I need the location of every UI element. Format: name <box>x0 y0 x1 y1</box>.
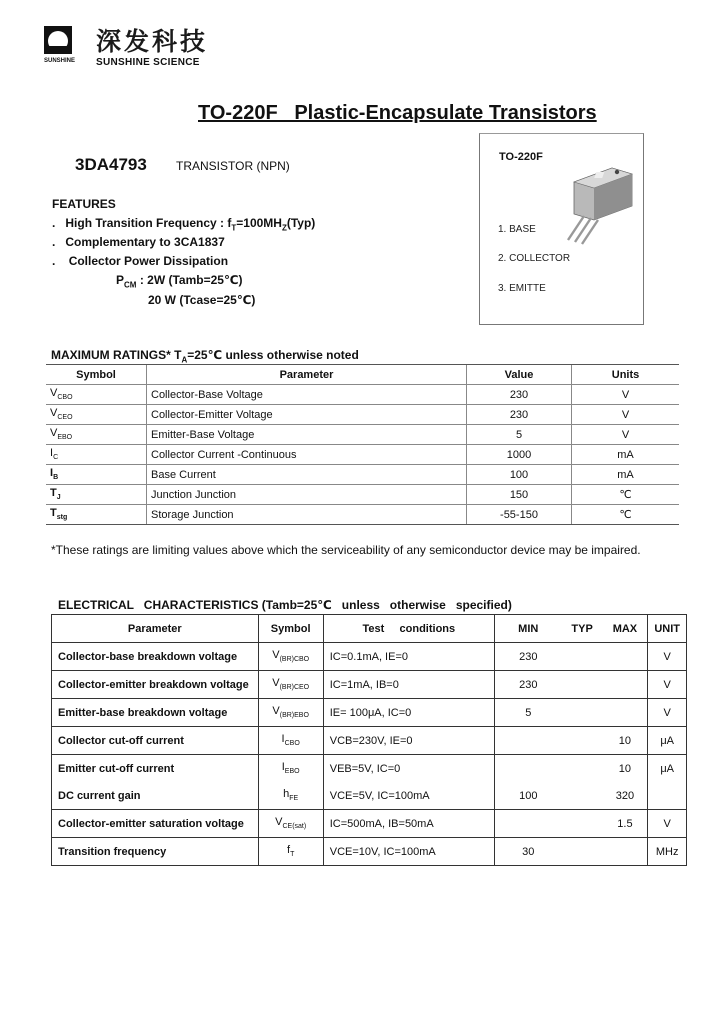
electrical-heading: ELECTRICAL CHARACTERISTICS (Tamb=25℃ unless otherwise specified) <box>58 598 512 612</box>
unit-cell: V <box>648 671 687 699</box>
table-row <box>52 727 687 755</box>
max-cell <box>603 643 648 671</box>
condition-cell: VCB=230V, IE=0 <box>323 727 494 755</box>
table-row <box>52 810 687 838</box>
condition-cell: IC=500mA, IB=50mA <box>323 810 494 838</box>
parameter-cell: Base Current <box>147 465 467 485</box>
parameter-cell: Collector-base breakdown voltage <box>52 643 259 671</box>
min-cell: 230 <box>494 643 561 671</box>
pcm-rating-2: 20 W (Tcase=25℃) <box>148 293 256 307</box>
table-header-row <box>52 615 687 643</box>
symbol-cell: $V_{CBO}$ <box>46 385 147 405</box>
col-header: Symbol <box>46 365 147 385</box>
min-cell <box>494 755 561 783</box>
table-row <box>52 643 687 671</box>
condition-cell: IC=1mA, IB=0 <box>323 671 494 699</box>
part-number: 3DA4793 <box>75 155 147 174</box>
feature-item: . Complementary to 3CA1837 <box>52 235 225 249</box>
unit-cell: V <box>648 643 687 671</box>
brand-chinese: 深发科技 <box>96 28 209 56</box>
col-header: Parameter <box>147 365 467 385</box>
parameter-cell: Collector Current -Continuous <box>147 445 467 465</box>
col-header: MAX <box>603 615 648 643</box>
value-cell: 150 <box>467 485 572 505</box>
page-title: TO-220F Plastic-Encapsulate Transistors <box>198 102 597 124</box>
feature-item: . Collector Power Dissipation <box>52 254 229 268</box>
col-header: Symbol <box>258 615 323 643</box>
pin-2-label: 2. COLLECTOR <box>498 253 571 264</box>
symbol-cell: $I_B$ <box>46 465 147 485</box>
table-header-row <box>46 365 679 385</box>
parameter-cell: Storage Junction <box>147 505 467 525</box>
condition-cell: VCE=10V, IC=100mA <box>323 838 494 866</box>
pcm-rating-1: $P_{CM}$ : 2W (Tamb=25℃) <box>116 273 243 290</box>
parameter-cell: Collector-Emitter Voltage <box>147 405 467 425</box>
unit-cell <box>648 782 687 810</box>
pin-1-label: 1. BASE <box>498 224 536 235</box>
symbol-cell: $I_C$ <box>46 445 147 465</box>
unit-cell: V <box>648 699 687 727</box>
col-header: Test conditions <box>323 615 494 643</box>
symbol-cell: $V_{CEO}$ <box>46 405 147 425</box>
max-ratings-heading: MAXIMUM RATINGS* $T_A=25℃$ unless otherwise noted <box>51 348 359 365</box>
value-cell: 230 <box>467 385 572 405</box>
table-row <box>46 485 679 505</box>
symbol-cell: $V_{CE(sat)}$ <box>258 810 323 838</box>
condition-cell: VEB=5V, IC=0 <box>323 755 494 783</box>
table-row <box>52 838 687 866</box>
max-cell: 320 <box>603 782 648 810</box>
table-row <box>46 405 679 425</box>
unit-cell: V <box>572 385 680 405</box>
package-title: TO-220F <box>499 151 543 163</box>
table-row <box>46 465 679 485</box>
parameter-cell: Junction Junction <box>147 485 467 505</box>
typ-cell <box>562 727 603 755</box>
features-heading: FEATURES <box>52 197 116 211</box>
table-row <box>46 425 679 445</box>
table-row <box>52 755 687 783</box>
table-row <box>52 782 687 810</box>
feature-item: . High Transition Frequency : $f_T=100MH_Z(Typ)$ <box>52 216 316 233</box>
max-cell <box>603 699 648 727</box>
condition-cell: IE= 100μA, IC=0 <box>323 699 494 727</box>
value-cell: 100 <box>467 465 572 485</box>
symbol-cell: $V_{(BR)EBO}$ <box>258 699 323 727</box>
min-cell: 100 <box>494 782 561 810</box>
unit-cell: V <box>572 425 680 445</box>
max-cell <box>603 838 648 866</box>
symbol-cell: $I_{EBO}$ <box>258 755 323 783</box>
symbol-cell: $V_{EBO}$ <box>46 425 147 445</box>
logo-sun-icon <box>44 26 72 54</box>
col-header: Value <box>467 365 572 385</box>
min-cell: 30 <box>494 838 561 866</box>
value-cell: -55-150 <box>467 505 572 525</box>
part-type: TRANSISTOR (NPN) <box>176 159 290 173</box>
typ-cell <box>562 643 603 671</box>
brand-small: SUNSHINE <box>44 58 76 64</box>
table-row <box>52 671 687 699</box>
unit-cell: μA <box>648 727 687 755</box>
symbol-cell: $V_{(BR)CEO}$ <box>258 671 323 699</box>
symbol-cell: $T_{stg}$ <box>46 505 147 525</box>
table-row <box>46 385 679 405</box>
to220f-package-icon <box>560 162 640 246</box>
parameter-cell: Emitter cut-off current <box>52 755 259 783</box>
max-cell <box>603 671 648 699</box>
col-header: UNIT <box>648 615 687 643</box>
max-ratings-table <box>46 364 679 525</box>
table-row <box>52 699 687 727</box>
unit-cell: V <box>572 405 680 425</box>
parameter-cell: Collector-Base Voltage <box>147 385 467 405</box>
parameter-cell: Emitter-Base Voltage <box>147 425 467 445</box>
unit-cell: MHz <box>648 838 687 866</box>
unit-cell: ℃ <box>572 485 680 505</box>
unit-cell: μA <box>648 755 687 783</box>
typ-cell <box>562 810 603 838</box>
symbol-cell: $V_{(BR)CBO}$ <box>258 643 323 671</box>
min-cell <box>494 810 561 838</box>
unit-cell: mA <box>572 445 680 465</box>
unit-cell: mA <box>572 465 680 485</box>
condition-cell: IC=0.1mA, IE=0 <box>323 643 494 671</box>
min-cell <box>494 727 561 755</box>
max-cell: 10 <box>603 727 648 755</box>
symbol-cell: $T_J$ <box>46 485 147 505</box>
value-cell: 1000 <box>467 445 572 465</box>
typ-cell <box>562 699 603 727</box>
parameter-cell: Collector cut-off current <box>52 727 259 755</box>
ratings-note: *These ratings are limiting values above which the serviceability of any semiconductor device may be impaired. <box>51 543 641 557</box>
min-cell: 5 <box>494 699 561 727</box>
value-cell: 230 <box>467 405 572 425</box>
typ-cell <box>562 838 603 866</box>
pin-3-label: 3. EMITTE <box>498 283 546 294</box>
parameter-cell: DC current gain <box>52 782 259 810</box>
typ-cell <box>562 755 603 783</box>
unit-cell: ℃ <box>572 505 680 525</box>
col-header: Parameter <box>52 615 259 643</box>
max-cell: 1.5 <box>603 810 648 838</box>
electrical-table <box>51 614 687 866</box>
symbol-cell: $h_{FE}$ <box>258 782 323 810</box>
col-header: TYP <box>562 615 603 643</box>
parameter-cell: Transition frequency <box>52 838 259 866</box>
table-row <box>46 445 679 465</box>
parameter-cell: Collector-emitter breakdown voltage <box>52 671 259 699</box>
col-header: Units <box>572 365 680 385</box>
col-header: MIN <box>494 615 561 643</box>
typ-cell <box>562 782 603 810</box>
typ-cell <box>562 671 603 699</box>
symbol-cell: $I_{CBO}$ <box>258 727 323 755</box>
max-cell: 10 <box>603 755 648 783</box>
min-cell: 230 <box>494 671 561 699</box>
symbol-cell: $f_T$ <box>258 838 323 866</box>
parameter-cell: Emitter-base breakdown voltage <box>52 699 259 727</box>
unit-cell: V <box>648 810 687 838</box>
value-cell: 5 <box>467 425 572 445</box>
table-row <box>46 505 679 525</box>
condition-cell: VCE=5V, IC=100mA <box>323 782 494 810</box>
brand-english: SUNSHINE SCIENCE <box>96 57 200 68</box>
parameter-cell: Collector-emitter saturation voltage <box>52 810 259 838</box>
